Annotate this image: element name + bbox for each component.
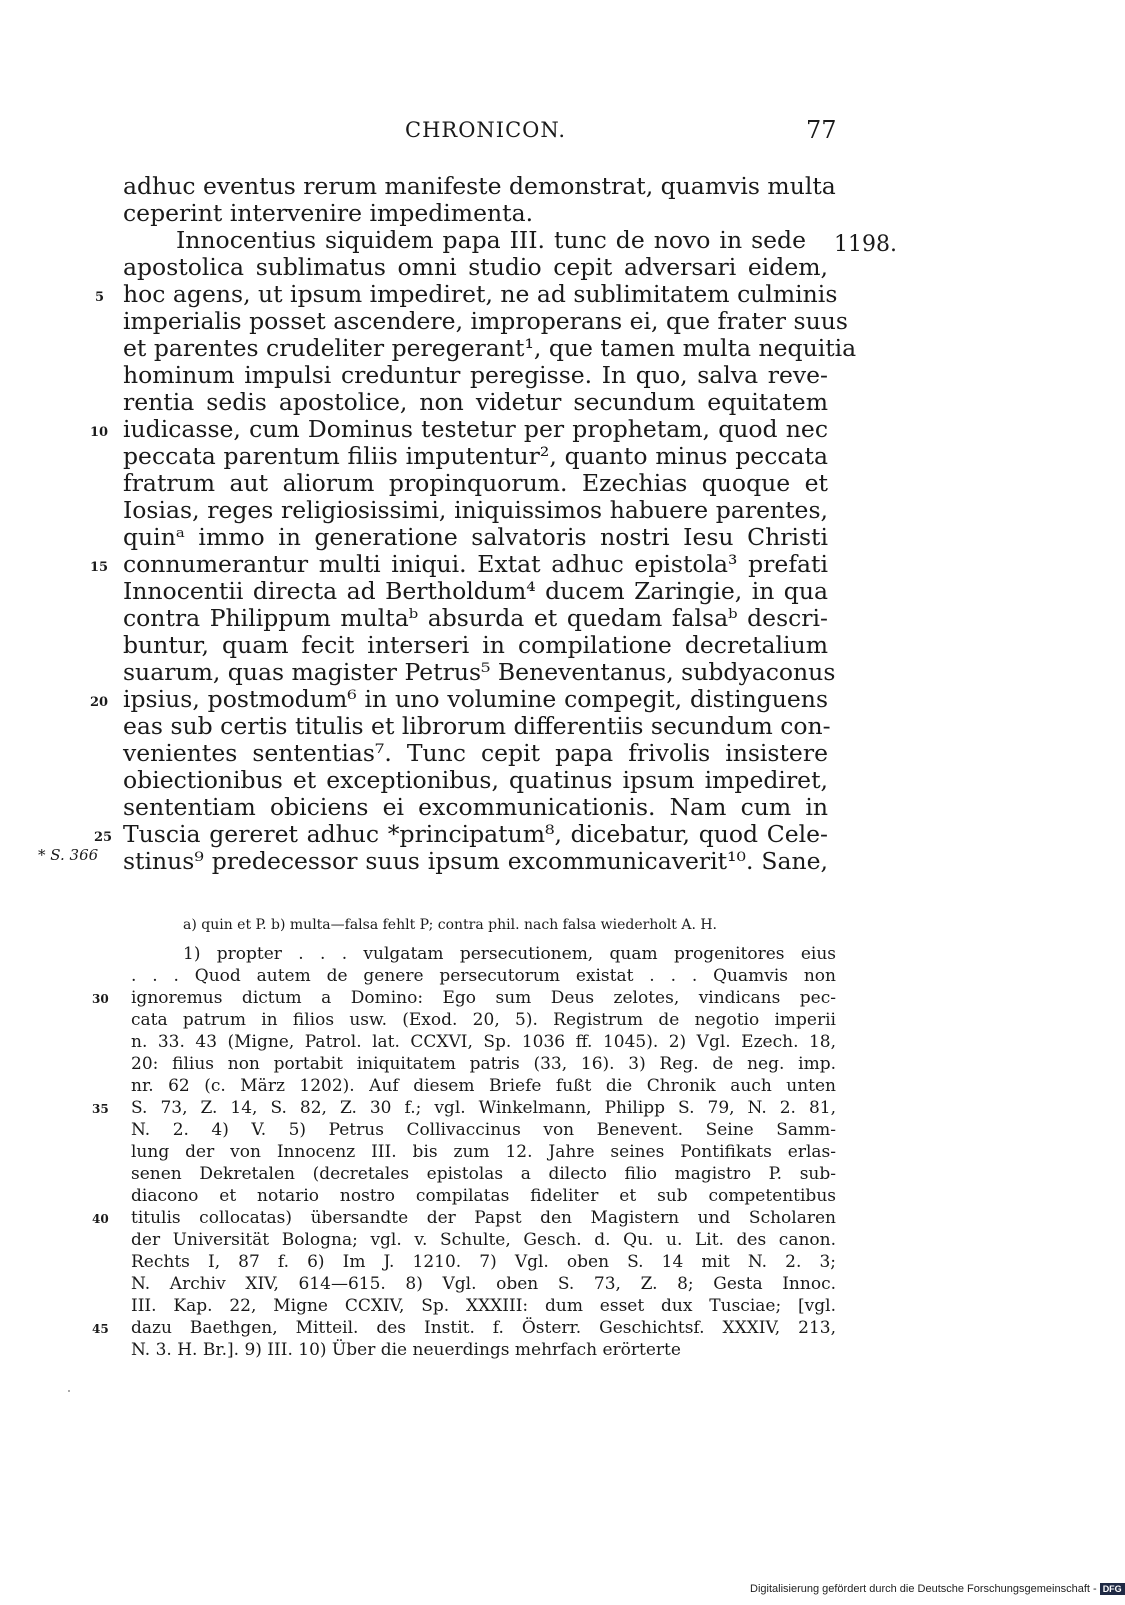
- body-line: et parentes crudeliter peregerant¹, que tamen multa nequitia: [123, 334, 857, 362]
- body-line: ipsius, postmodum⁶ in uno volumine compegit, distinguens: [123, 685, 828, 713]
- line-number: 15: [90, 560, 109, 575]
- footnote-line: III. Kap. 22, Migne CCXIV, Sp. XXXIII: dum esset dux Tusciae; [vgl.: [131, 1296, 836, 1316]
- footnote-line: n. 33. 43 (Migne, Patrol. lat. CCXVI, Sp. 1036 ff. 1045). 2) Vgl. Ezech. 18,: [131, 1032, 836, 1052]
- page-number: 77: [806, 116, 837, 144]
- body-line: Innocentii directa ad Bertholdum⁴ ducem Zaringie, in qua: [123, 577, 828, 605]
- footnote-line: cata patrum in filios usw. (Exod. 20, 5). Registrum de negotio imperii: [131, 1010, 836, 1030]
- body-line: contra Philippum multaᵇ absurda et quedam falsaᵇ descri-: [123, 604, 828, 632]
- body-line: hoc agens, ut ipsum impediret, ne ad sublimitatem culminis: [123, 280, 838, 308]
- footnote-line: N. Archiv XIV, 614—615. 8) Vgl. oben S. 73, Z. 8; Gesta Innoc.: [131, 1274, 836, 1294]
- footnote-line-number: 45: [92, 1322, 109, 1336]
- body-line: Tuscia gereret adhuc *principatum⁸, dicebatur, quod Cele-: [123, 820, 828, 848]
- body-line: connumerantur multi iniqui. Extat adhuc epistola³ prefati: [123, 550, 828, 578]
- line-number: 5: [95, 290, 105, 305]
- digitization-note: Digitalisierung gefördert durch die Deutsche Forschungsgemeinschaft -: [750, 1583, 1097, 1595]
- body-line: rentia sedis apostolice, non videtur secundum equitatem: [123, 388, 828, 416]
- body-line: suarum, quas magister Petrus⁵ Beneventanus, subdyaconus: [123, 658, 836, 686]
- body-line: ceperint intervenire impedimenta.: [123, 199, 534, 227]
- footnote-line-number: 35: [92, 1102, 109, 1116]
- line-number: 10: [90, 425, 109, 440]
- footnote-line: 1) propter . . . vulgatam persecutionem, quam progenitores eius: [183, 944, 836, 964]
- body-line: Iosias, reges religiosissimi, iniquissimos habuere parentes,: [123, 496, 828, 524]
- footnote-line: S. 73, Z. 14, S. 82, Z. 30 f.; vgl. Winkelmann, Philipp S. 79, N. 2. 81,: [131, 1098, 836, 1118]
- critical-apparatus: a) quin et P. b) multa—falsa fehlt P; contra phil. nach falsa wiederholt A. H.: [183, 917, 718, 933]
- body-line: imperialis posset ascendere, improperans ei, que frater suus: [123, 307, 848, 335]
- footnote-line: N. 2. 4) V. 5) Petrus Collivaccinus von Benevent. Seine Samm-: [131, 1120, 836, 1140]
- margin-year: 1198.: [834, 232, 897, 257]
- body-line: quinᵃ immo in generatione salvatoris nostri Iesu Christi: [123, 523, 828, 551]
- body-line: adhuc eventus rerum manifeste demonstrat, quamvis multa: [123, 172, 836, 200]
- footnote-line: 20: filius non portabit iniquitatem patris (33, 16). 3) Reg. de neg. imp.: [131, 1054, 836, 1074]
- digitization-stamp: [750, 1583, 1125, 1595]
- body-line: peccata parentum filiis imputentur², quanto minus peccata: [123, 442, 828, 470]
- body-line: fratrum aut aliorum propinquorum. Ezechias quoque et: [123, 469, 828, 497]
- body-line: venientes sententias⁷. Tunc cepit papa frivolis insistere: [123, 739, 828, 767]
- body-line: apostolica sublimatus omni studio cepit adversari eidem,: [123, 253, 828, 281]
- line-number: 25: [94, 830, 113, 845]
- body-line: stinus⁹ predecessor suus ipsum excommunicaverit¹⁰. Sane,: [123, 847, 828, 875]
- footnote-line: Rechts I, 87 f. 6) Im J. 1210. 7) Vgl. oben S. 14 mit N. 2. 3;: [131, 1252, 836, 1272]
- body-line: obiectionibus et exceptionibus, quatinus ipsum impediret,: [123, 766, 828, 794]
- footnote-line: dazu Baethgen, Mitteil. des Instit. f. Österr. Geschichtsf. XXXIV, 213,: [131, 1318, 836, 1338]
- body-line: Innocentius siquidem papa III. tunc de novo in sede: [176, 226, 806, 254]
- line-number: 20: [90, 695, 109, 710]
- running-title: CHRONICON.: [405, 118, 567, 142]
- footnote-line-number: 30: [92, 992, 109, 1006]
- body-line: iudicasse, cum Dominus testetur per prophetam, quod nec: [123, 415, 828, 443]
- footnote-line: nr. 62 (c. März 1202). Auf diesem Briefe fußt die Chronik auch unten: [131, 1076, 836, 1096]
- footnote-line-number: 40: [92, 1212, 109, 1226]
- body-line: buntur, quam fecit interseri in compilatione decretalium: [123, 631, 828, 659]
- dfg-logo: DFG: [1100, 1583, 1125, 1595]
- footnote-line: titulis collocatas) übersandte der Papst den Magistern und Scholaren: [131, 1208, 836, 1228]
- footnote-line: der Universität Bologna; vgl. v. Schulte, Gesch. d. Qu. u. Lit. des canon.: [131, 1230, 836, 1250]
- footnote-line: ignoremus dictum a Domino: Ego sum Deus zelotes, vindicans pec-: [131, 988, 836, 1008]
- body-line: hominum impulsi creduntur peregisse. In quo, salva reve-: [123, 361, 828, 389]
- footnote-line: . . . Quod autem de genere persecutorum existat . . . Quamvis non: [131, 966, 836, 986]
- footnote-line: N. 3. H. Br.]. 9) III. 10) Über die neuerdings mehrfach erörterte: [131, 1340, 681, 1360]
- footnote-line: lung der von Innocenz III. bis zum 12. Jahre seines Pontifikats erlas-: [131, 1142, 836, 1162]
- footnote-line: senen Dekretalen (decretales epistolas a dilecto filio magistro P. sub-: [131, 1164, 836, 1184]
- scan-speck: [68, 1390, 70, 1392]
- footnote-line: diacono et notario nostro compilatas fideliter et sub competentibus: [131, 1186, 836, 1206]
- body-line: eas sub certis titulis et librorum differentiis secundum con-: [123, 712, 831, 740]
- body-line: sententiam obiciens ei excommunicationis. Nam cum in: [123, 793, 828, 821]
- margin-page-reference: * S. 366: [38, 846, 99, 864]
